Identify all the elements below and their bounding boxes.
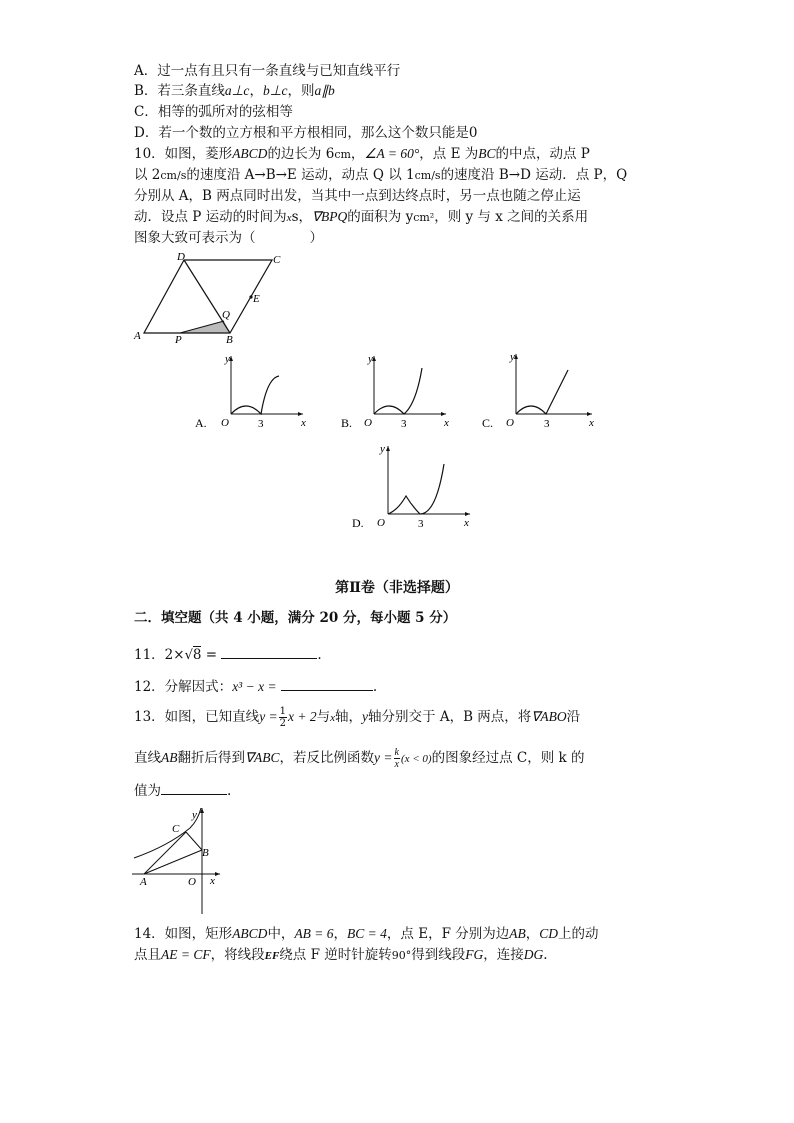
- curve-d: [388, 464, 444, 514]
- graph-c-label: C.: [482, 416, 494, 430]
- q11: 11．2×√8 = .: [134, 644, 322, 666]
- q9-option-a: A．过一点有且只有一条直线与已知直线平行: [134, 63, 401, 79]
- svg-text:A: A: [140, 876, 147, 888]
- label-a: A: [134, 330, 141, 342]
- q12: 12．分解因式：x³ − x = .: [134, 676, 377, 697]
- q9-option-d: D．若一个数的立方根和平方根相同，那么这个数只能是0: [134, 125, 478, 141]
- graph-option-c: [480, 350, 600, 430]
- svg-text:B: B: [202, 847, 209, 859]
- section-title: 第Ⅱ卷（非选择题）: [335, 580, 459, 596]
- label-d: D: [177, 251, 185, 263]
- q12-answer-blank[interactable]: [281, 676, 373, 691]
- q9-option-c: C．相等的弧所对的弦相等: [134, 104, 293, 120]
- label-b: B: [226, 334, 233, 346]
- svg-text:x: x: [589, 417, 594, 429]
- q13-figure: [128, 804, 228, 919]
- q10-line-1: 10．如图，菱形ABCD的边长为 6cm，∠A = 60°，点 E 为BC的中点，动点 P: [134, 146, 590, 162]
- svg-text:y: y: [192, 809, 197, 821]
- svg-text:O: O: [221, 417, 229, 429]
- svg-text:O: O: [188, 876, 196, 888]
- q13-answer-blank[interactable]: [161, 780, 227, 795]
- svg-text:y: y: [510, 351, 515, 363]
- q13-line-1: 13．如图，已知直线y = $\frac{1}{2}$ x + 2与x轴，y轴分别交于 A，B 两点，将∇ABO沿: [134, 706, 581, 729]
- line-ab: [144, 850, 202, 874]
- q9-option-b: B．若三条直线a⊥c，b⊥c，则a∥b: [134, 83, 335, 99]
- curve-a: [231, 376, 279, 414]
- curve-b: [374, 368, 422, 414]
- q10-line-5: 图象大致可表示为（ ）: [134, 230, 323, 246]
- graph-a-label: A.: [195, 416, 207, 430]
- q11-answer-blank[interactable]: [221, 644, 317, 659]
- graph-option-d: [350, 440, 480, 530]
- section-heading: 二．填空题（共 4 小题，满分 20 分，每小题 5 分）: [134, 610, 457, 626]
- svg-text:C: C: [172, 823, 180, 835]
- label-e: E: [253, 293, 260, 305]
- segment-ac: [144, 832, 186, 874]
- q10-line-4: 动．设点 P 运动的时间为xs，∇BPQ的面积为 ycm²，则 y 与 x 之间的关系用: [134, 209, 589, 225]
- svg-text:x: x: [301, 417, 306, 429]
- svg-text:y: y: [225, 353, 230, 365]
- graph-option-a: [195, 352, 315, 432]
- svg-text:3: 3: [418, 518, 424, 530]
- q13-line-3: 值为 .: [134, 780, 231, 801]
- graph-b-label: B.: [341, 416, 353, 430]
- q13-line-2: 直线AB翻折后得到∇ABC，若反比例函数y = $\frac{k}{x}$ (x < 0)的图象经过点 C，则 k 的: [134, 747, 585, 770]
- q14-line-1: 14．如图，矩形ABCD中，AB = 6，BC = 4，点 E，F 分别为边AB，CD上的动: [134, 926, 599, 942]
- svg-text:x: x: [464, 517, 469, 529]
- label-q: Q: [222, 309, 230, 321]
- svg-text:y: y: [368, 353, 373, 365]
- graph-option-b: [338, 352, 458, 432]
- svg-text:3: 3: [544, 418, 550, 430]
- svg-text:3: 3: [258, 418, 264, 430]
- diagonal-bd: [184, 260, 230, 333]
- label-c: C: [273, 254, 281, 266]
- graph-d-label: D.: [352, 516, 364, 530]
- svg-text:x: x: [444, 417, 449, 429]
- svg-text:x: x: [210, 875, 215, 887]
- svg-text:y: y: [380, 443, 385, 455]
- svg-text:O: O: [364, 417, 372, 429]
- sqrt-symbol: √: [184, 648, 193, 663]
- label-p: P: [175, 334, 182, 346]
- rhombus-figure: [130, 250, 290, 350]
- q14-line-2: 点且AE = CF，将线段EF绕点 F 逆时针旋转90°得到线段FG，连接DG.: [134, 947, 548, 963]
- curve-c: [516, 370, 568, 414]
- segment-cb: [186, 832, 202, 850]
- q10-line-2: 以 2cm/s的速度沿 A→B→E 运动，动点 Q 以 1cm/s的速度沿 B→D 运动．点 P，Q: [134, 167, 628, 183]
- svg-text:3: 3: [401, 418, 407, 430]
- q10-line-3: 分别从 A，B 两点同时出发，当其中一点到达终点时，另一点也随之停止运: [134, 188, 581, 204]
- svg-text:O: O: [506, 417, 514, 429]
- svg-text:O: O: [377, 517, 385, 529]
